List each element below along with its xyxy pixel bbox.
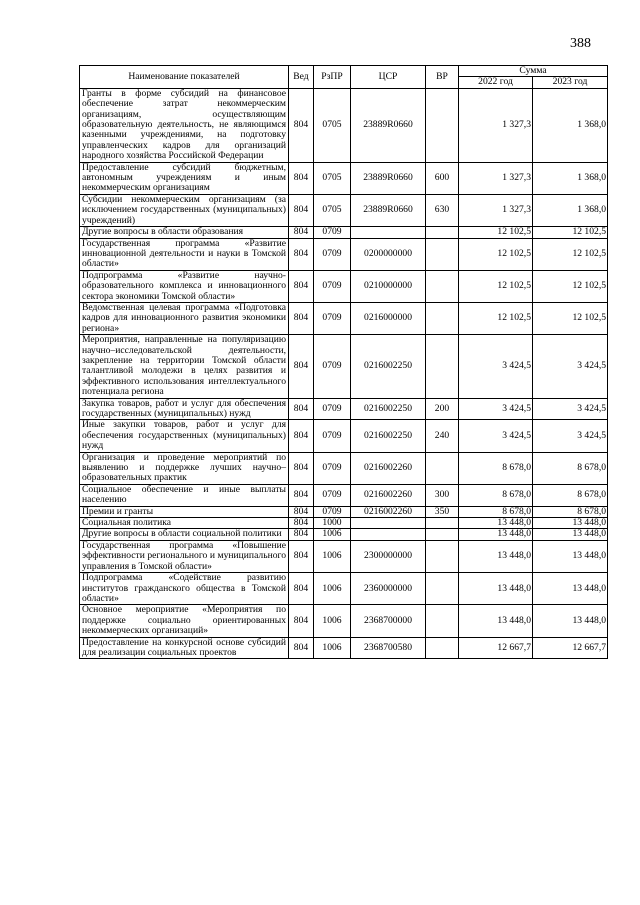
- row-sum-2022: 12 102,5: [459, 227, 533, 238]
- row-csr: 0210000000: [351, 270, 426, 302]
- row-sum-2022: 13 448,0: [459, 529, 533, 540]
- row-sum-2022: 13 448,0: [459, 573, 533, 605]
- row-sum-2022: 12 667,7: [459, 637, 533, 659]
- row-sum-2023: 12 102,5: [533, 270, 608, 302]
- row-sum-2023: 1 368,0: [533, 194, 608, 226]
- row-name: Мероприятия, направленные на популяризацию научно–исследовательской деятельности, закрепление на территории Томской области талантливой молодежи в целях развития и эффективного использования интеллектуального потенциала региона: [80, 335, 289, 398]
- row-sum-2023: 13 448,0: [533, 529, 608, 540]
- row-name: Подпрограмма «Содействие развитию институтов гражданского общества в Томской области»: [80, 573, 289, 605]
- row-csr: 0216002260: [351, 452, 426, 484]
- table-row: [80, 540, 608, 572]
- table-row: [80, 194, 608, 226]
- table-row: [80, 420, 608, 452]
- row-sum-2023: 12 667,7: [533, 637, 608, 659]
- row-ved: 804: [289, 194, 314, 226]
- row-ved: 804: [289, 529, 314, 540]
- row-ved: 804: [289, 335, 314, 398]
- table-row: [80, 605, 608, 637]
- row-csr: 0216000000: [351, 302, 426, 334]
- table-row: [80, 270, 608, 302]
- row-vr: 200: [426, 398, 459, 420]
- header-rzpr: РзПР: [314, 66, 351, 89]
- row-csr: 0216002260: [351, 484, 426, 506]
- row-vr: [426, 573, 459, 605]
- table-row: [80, 529, 608, 540]
- table-row: [80, 452, 608, 484]
- row-rzpr: 0709: [314, 398, 351, 420]
- row-sum-2023: 13 448,0: [533, 540, 608, 572]
- table-row: [80, 637, 608, 659]
- row-csr: 23889R0660: [351, 162, 426, 194]
- row-rzpr: 0705: [314, 162, 351, 194]
- row-sum-2023: 8 678,0: [533, 452, 608, 484]
- row-vr: 350: [426, 506, 459, 517]
- row-rzpr: 1006: [314, 540, 351, 572]
- row-rzpr: 1006: [314, 529, 351, 540]
- row-rzpr: 1000: [314, 518, 351, 529]
- row-csr: 2368700000: [351, 605, 426, 637]
- row-sum-2023: 13 448,0: [533, 605, 608, 637]
- row-ved: 804: [289, 573, 314, 605]
- row-csr: [351, 529, 426, 540]
- row-sum-2023: 3 424,5: [533, 420, 608, 452]
- row-sum-2023: 3 424,5: [533, 335, 608, 398]
- row-vr: [426, 452, 459, 484]
- row-name: Социальное обеспечение и иные выплаты населению: [80, 484, 289, 506]
- row-csr: 23889R0660: [351, 194, 426, 226]
- row-sum-2022: 3 424,5: [459, 398, 533, 420]
- row-sum-2022: 13 448,0: [459, 540, 533, 572]
- row-rzpr: 0705: [314, 194, 351, 226]
- table-row: [80, 162, 608, 194]
- row-ved: 804: [289, 452, 314, 484]
- row-sum-2023: 8 678,0: [533, 484, 608, 506]
- row-csr: 0216002250: [351, 420, 426, 452]
- row-csr: 23889R0660: [351, 88, 426, 162]
- row-vr: [426, 605, 459, 637]
- row-vr: [426, 637, 459, 659]
- row-sum-2022: 1 327,3: [459, 194, 533, 226]
- row-vr: 630: [426, 194, 459, 226]
- row-ved: 804: [289, 398, 314, 420]
- row-rzpr: 0709: [314, 506, 351, 517]
- row-sum-2022: 13 448,0: [459, 518, 533, 529]
- row-name: Ведомственная целевая программа «Подготовка кадров для инновационного развития экономики региона»: [80, 302, 289, 334]
- row-csr: 0216002260: [351, 506, 426, 517]
- row-sum-2023: 12 102,5: [533, 302, 608, 334]
- row-ved: 804: [289, 302, 314, 334]
- row-sum-2023: 1 368,0: [533, 162, 608, 194]
- row-name: Организация и проведение мероприятий по выявлению и поддержке лучших научно–образовательных практик: [80, 452, 289, 484]
- row-sum-2022: 8 678,0: [459, 452, 533, 484]
- row-rzpr: 0709: [314, 270, 351, 302]
- row-csr: [351, 518, 426, 529]
- row-vr: 600: [426, 162, 459, 194]
- row-csr: [351, 227, 426, 238]
- row-rzpr: 0709: [314, 420, 351, 452]
- row-name: Предоставление на конкурсной основе субсидий для реализации социальных проектов: [80, 637, 289, 659]
- row-name: Гранты в форме субсидий на финансовое обеспечение затрат некоммерческим организациям, осуществляющим образовательную деятельность, не являющимся казенными учреждениями, на подготовку управленческих кадров для организаций народного хозяйства Российской Федерации: [80, 88, 289, 162]
- row-csr: 2368700580: [351, 637, 426, 659]
- row-sum-2023: 13 448,0: [533, 518, 608, 529]
- row-sum-2022: 1 327,3: [459, 88, 533, 162]
- row-sum-2022: 1 327,3: [459, 162, 533, 194]
- row-name: Субсидии некоммерческим организациям (за исключением государственных (муниципальных) учреждений): [80, 194, 289, 226]
- row-ved: 804: [289, 637, 314, 659]
- table-row: [80, 238, 608, 270]
- table-row: [80, 484, 608, 506]
- row-name: Другие вопросы в области социальной политики: [80, 529, 289, 540]
- table-row: [80, 88, 608, 162]
- row-vr: [426, 270, 459, 302]
- row-sum-2022: 12 102,5: [459, 238, 533, 270]
- row-vr: [426, 227, 459, 238]
- header-vr: ВР: [426, 66, 459, 89]
- row-ved: 804: [289, 605, 314, 637]
- row-sum-2023: 12 102,5: [533, 238, 608, 270]
- header-sum: Сумма: [459, 66, 608, 77]
- row-csr: 2360000000: [351, 573, 426, 605]
- row-vr: [426, 335, 459, 398]
- row-rzpr: 1006: [314, 637, 351, 659]
- row-ved: 804: [289, 518, 314, 529]
- row-ved: 804: [289, 238, 314, 270]
- row-sum-2023: 3 424,5: [533, 398, 608, 420]
- row-ved: 804: [289, 162, 314, 194]
- row-sum-2022: 12 102,5: [459, 270, 533, 302]
- row-ved: 804: [289, 506, 314, 517]
- row-vr: 300: [426, 484, 459, 506]
- row-sum-2022: 13 448,0: [459, 605, 533, 637]
- row-sum-2022: 3 424,5: [459, 420, 533, 452]
- table-row: [80, 227, 608, 238]
- header-name: Наименование показателей: [80, 66, 289, 89]
- row-name: Закупка товаров, работ и услуг для обеспечения государственных (муниципальных) нужд: [80, 398, 289, 420]
- row-sum-2022: 8 678,0: [459, 484, 533, 506]
- row-ved: 804: [289, 227, 314, 238]
- row-vr: 240: [426, 420, 459, 452]
- row-vr: [426, 518, 459, 529]
- row-rzpr: 1006: [314, 605, 351, 637]
- row-vr: [426, 302, 459, 334]
- row-name: Социальная политика: [80, 518, 289, 529]
- row-name: Премии и гранты: [80, 506, 289, 517]
- row-ved: 804: [289, 88, 314, 162]
- table-row: [80, 335, 608, 398]
- row-sum-2022: 3 424,5: [459, 335, 533, 398]
- row-rzpr: 0709: [314, 452, 351, 484]
- row-vr: [426, 238, 459, 270]
- row-rzpr: 0709: [314, 238, 351, 270]
- row-rzpr: 0709: [314, 335, 351, 398]
- table-body: [80, 88, 608, 659]
- row-csr: 0216002250: [351, 398, 426, 420]
- page-number: 388: [570, 36, 591, 51]
- row-name: Государственная программа «Развитие инновационной деятельности и науки в Томской области»: [80, 238, 289, 270]
- row-vr: [426, 540, 459, 572]
- row-rzpr: 0709: [314, 227, 351, 238]
- row-ved: 804: [289, 484, 314, 506]
- row-sum-2022: 8 678,0: [459, 506, 533, 517]
- row-sum-2023: 1 368,0: [533, 88, 608, 162]
- row-name: Государственная программа «Повышение эффективности регионального и муниципального управления в Томской области»: [80, 540, 289, 572]
- header-year-2022: 2022 год: [459, 77, 533, 88]
- table-row: [80, 573, 608, 605]
- row-vr: [426, 88, 459, 162]
- row-sum-2023: 8 678,0: [533, 506, 608, 517]
- row-csr: 2300000000: [351, 540, 426, 572]
- row-rzpr: 1006: [314, 573, 351, 605]
- row-vr: [426, 529, 459, 540]
- row-name: Подпрограмма «Развитие научно-образовательного комплекса и инновационного сектора экономики Томской области»: [80, 270, 289, 302]
- header-year-2023: 2023 год: [533, 77, 608, 88]
- row-rzpr: 0709: [314, 484, 351, 506]
- row-sum-2023: 12 102,5: [533, 227, 608, 238]
- row-rzpr: 0709: [314, 302, 351, 334]
- row-csr: 0216002250: [351, 335, 426, 398]
- row-sum-2022: 12 102,5: [459, 302, 533, 334]
- row-ved: 804: [289, 270, 314, 302]
- header-ved: Вед: [289, 66, 314, 89]
- row-name: Основное мероприятие «Мероприятия по поддержке социально ориентированных некоммерческих организаций»: [80, 605, 289, 637]
- budget-table: [79, 65, 608, 659]
- row-name: Другие вопросы в области образования: [80, 227, 289, 238]
- row-rzpr: 0705: [314, 88, 351, 162]
- row-name: Предоставление субсидий бюджетным, автономным учреждениям и иным некоммерческим организациям: [80, 162, 289, 194]
- table-row: [80, 398, 608, 420]
- row-csr: 0200000000: [351, 238, 426, 270]
- row-name: Иные закупки товаров, работ и услуг для обеспечения государственных (муниципальных) нужд: [80, 420, 289, 452]
- row-sum-2023: 13 448,0: [533, 573, 608, 605]
- table-row: [80, 506, 608, 517]
- row-ved: 804: [289, 420, 314, 452]
- table-row: [80, 518, 608, 529]
- header-csr: ЦСР: [351, 66, 426, 89]
- table-row: [80, 302, 608, 334]
- row-ved: 804: [289, 540, 314, 572]
